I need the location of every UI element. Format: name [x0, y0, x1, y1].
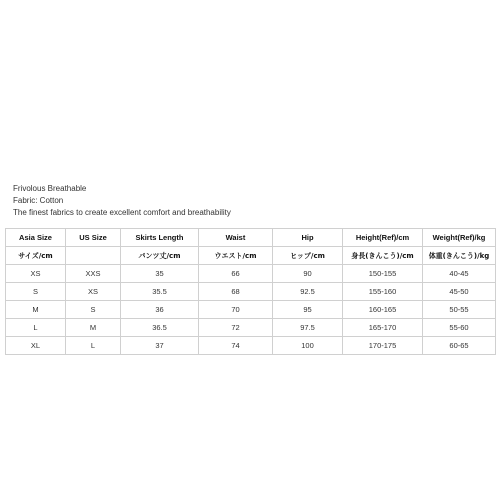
description-line-title: Frivolous Breathable [13, 184, 87, 193]
table-row [6, 265, 496, 283]
header-skirts-length: Skirts Length [121, 229, 199, 247]
table-cell: 50-55 [423, 301, 496, 319]
table-cell: 150-155 [343, 265, 423, 283]
table-row [6, 283, 496, 301]
table-cell: 97.5 [273, 319, 343, 337]
table-cell: M [66, 319, 121, 337]
table-cell: 35 [121, 265, 199, 283]
unit-height: 身長(きんこう)/cm [343, 247, 423, 265]
unit-weight: 体重(きんこう)/kg [423, 247, 496, 265]
unit-us-size [66, 247, 121, 265]
header-hip: Hip [273, 229, 343, 247]
table-cell: 68 [199, 283, 273, 301]
header-us-size: US Size [66, 229, 121, 247]
table-cell: 74 [199, 337, 273, 355]
table-unit-row [6, 247, 496, 265]
table-cell: XL [6, 337, 66, 355]
table-cell: 37 [121, 337, 199, 355]
table-cell: XS [6, 265, 66, 283]
table-cell: S [66, 301, 121, 319]
header-asia-size: Asia Size [6, 229, 66, 247]
table-row [6, 319, 496, 337]
header-height: Height(Ref)/cm [343, 229, 423, 247]
table-row [6, 301, 496, 319]
size-chart-table [5, 228, 496, 355]
header-weight: Weight(Ref)/kg [423, 229, 496, 247]
table-cell: XXS [66, 265, 121, 283]
table-cell: 90 [273, 265, 343, 283]
table-cell: 92.5 [273, 283, 343, 301]
header-waist: Waist [199, 229, 273, 247]
table-cell: M [6, 301, 66, 319]
table-cell: 55-60 [423, 319, 496, 337]
table-cell: 155-160 [343, 283, 423, 301]
table-cell: 72 [199, 319, 273, 337]
description-line-fabric: Fabric: Cotton [13, 196, 64, 205]
description-line-comfort: The finest fabrics to create excellent comfort and breathability [13, 208, 231, 217]
table-cell: 36.5 [121, 319, 199, 337]
table-cell: S [6, 283, 66, 301]
table-cell: 70 [199, 301, 273, 319]
table-cell: 66 [199, 265, 273, 283]
unit-skirts-length: パンツ丈/cm [121, 247, 199, 265]
table-cell: 60-65 [423, 337, 496, 355]
unit-asia-size: サイズ/cm [6, 247, 66, 265]
unit-hip: ヒップ/cm [273, 247, 343, 265]
product-description [13, 183, 231, 219]
table-cell: 45-50 [423, 283, 496, 301]
table-cell: 100 [273, 337, 343, 355]
table-cell: L [6, 319, 66, 337]
table-cell: 35.5 [121, 283, 199, 301]
table-cell: 165-170 [343, 319, 423, 337]
table-cell: XS [66, 283, 121, 301]
table-row [6, 337, 496, 355]
table-header-row [6, 229, 496, 247]
table-cell: 170-175 [343, 337, 423, 355]
table-cell: L [66, 337, 121, 355]
table-cell: 160-165 [343, 301, 423, 319]
table-cell: 95 [273, 301, 343, 319]
unit-waist: ウエスト/cm [199, 247, 273, 265]
table-cell: 36 [121, 301, 199, 319]
table-cell: 40-45 [423, 265, 496, 283]
